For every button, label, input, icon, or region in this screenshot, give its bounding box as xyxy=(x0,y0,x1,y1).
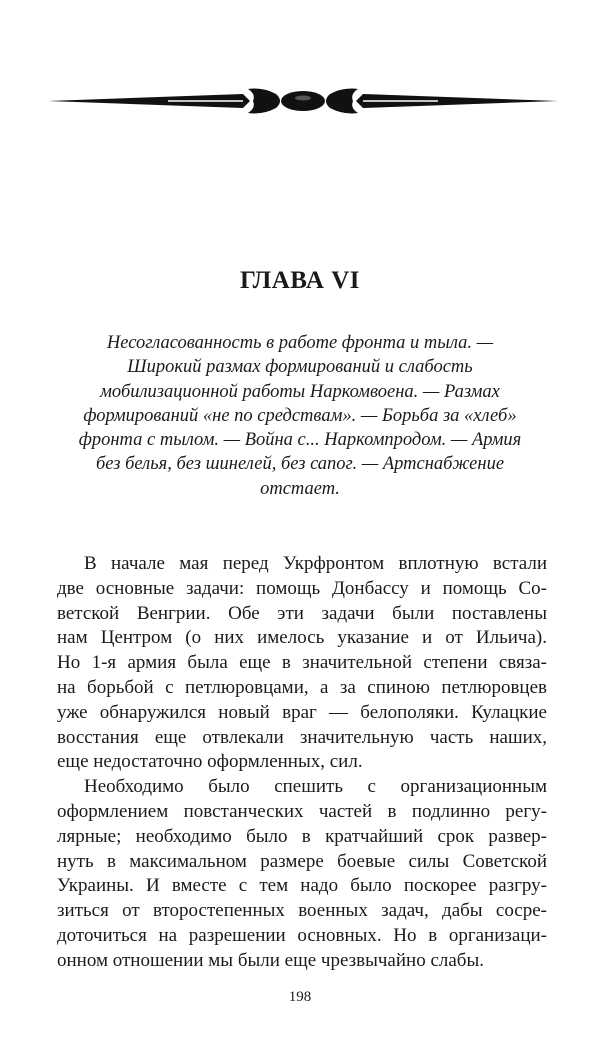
text-line: еще недостаточно оформленных, сил. xyxy=(57,751,363,773)
text-line: Необходимо было спешить с организационным xyxy=(84,776,547,798)
summary-line: фронта с тылом. — Война с... Наркомпродом. — Армия xyxy=(78,430,522,451)
text-line: уже обнаружился новый враг — белополяки. Кулацкие xyxy=(57,701,547,723)
text-line: онном отношении мы были еще чрезвычайно слабы. xyxy=(57,949,484,971)
summary-line: без белья, без шинелей, без сапог. — Артснабжение xyxy=(95,454,505,475)
text-line: нуть в максимальном размере боевые силы Советской xyxy=(57,850,547,872)
text-line: две основные задачи: помощь Донбассу и помощь Со- xyxy=(57,577,547,599)
chapter-title: ГЛАВА VI xyxy=(239,267,360,294)
body-text xyxy=(57,552,547,974)
text-line: доточиться на разрешении основных. Но в организаци- xyxy=(57,924,547,946)
text-line: восстания еще отвлекали значительную часть наших, xyxy=(57,726,547,748)
summary-line: формирований «не по средствам». — Борьба за «хлеб» xyxy=(83,405,517,426)
decorative-divider-ornament xyxy=(48,84,558,118)
summary-line: мобилизационной работы Наркомвоена. — Размах xyxy=(100,381,500,402)
text-line: зиться от второстепенных военных задач, дабы сосре- xyxy=(57,900,547,922)
text-line: лярные; необходимо было в кратчайший срок развер- xyxy=(57,825,547,847)
text-line: ветской Венгрии. Обе эти задачи были поставлены xyxy=(57,602,547,624)
text-line: В начале мая перед Укрфронтом вплотную встали xyxy=(84,553,547,574)
chapter-summary xyxy=(30,331,570,501)
text-line: оформлением повстанческих частей в подлинно регу- xyxy=(57,800,547,822)
paragraph xyxy=(57,552,547,775)
paragraph xyxy=(57,775,547,973)
text-line: на борьбой с петлюровцами, а за спиною петлюровцев xyxy=(57,676,547,698)
summary-line: Несогласованность в работе фронта и тыла. — xyxy=(106,333,494,353)
text-line: Украины. И вместе с тем надо было поскорее разгру- xyxy=(57,875,547,897)
page-number: 198 xyxy=(288,989,312,1005)
summary-line: отстает. xyxy=(260,478,340,499)
text-line: Но 1-я армия была еще в значительной степени связа- xyxy=(57,652,547,674)
text-line: нам Центром (о них имелось указание и от Ильича). xyxy=(57,627,547,649)
summary-line: Широкий размах формирований и слабость xyxy=(127,357,473,378)
